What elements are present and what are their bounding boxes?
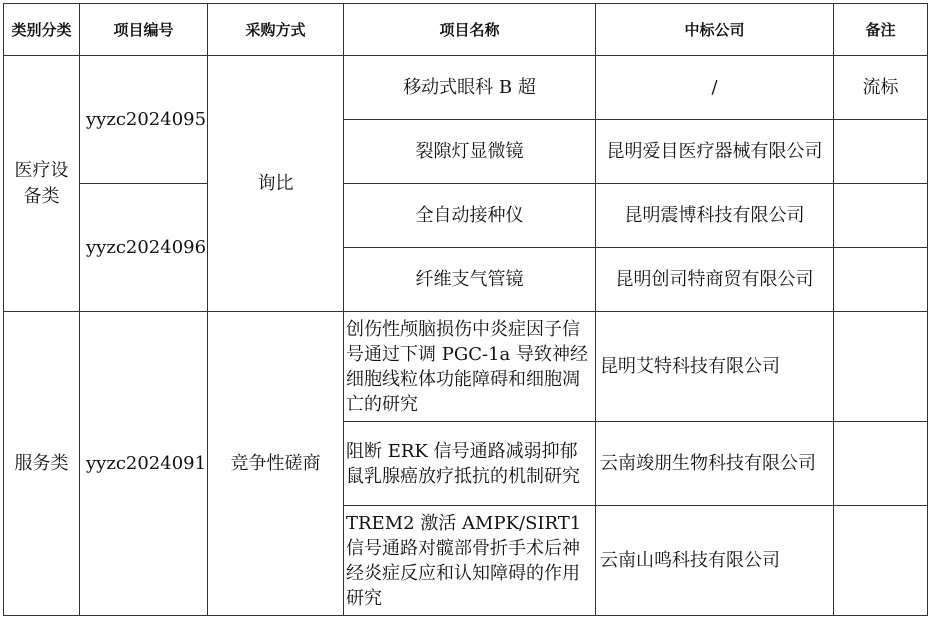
note-cell	[834, 120, 928, 184]
note-cell	[834, 422, 928, 506]
project-name-cell: 裂隙灯显微镜	[344, 120, 596, 184]
project-name-cell: TREM2 激活 AMPK/SIRT1 信号通路对髋部骨折手术后神经炎症反应和认知障碍的作用研究	[344, 506, 596, 616]
note-cell	[834, 248, 928, 312]
header-winning-company: 中标公司	[596, 4, 834, 56]
project-name-cell: 阻断 ERK 信号通路减弱抑郁鼠乳腺癌放疗抵抗的机制研究	[344, 422, 596, 506]
company-cell: 昆明创司特商贸有限公司	[596, 248, 834, 312]
company-cell: 昆明艾特科技有限公司	[596, 312, 834, 422]
table-row	[4, 56, 928, 120]
company-cell: 云南山鸣科技有限公司	[596, 506, 834, 616]
header-method: 采购方式	[208, 4, 344, 56]
company-cell: 云南竣朋生物科技有限公司	[596, 422, 834, 506]
header-project-name: 项目名称	[344, 4, 596, 56]
header-category: 类别分类	[4, 4, 80, 56]
company-cell: 昆明爱目医疗器械有限公司	[596, 120, 834, 184]
category-cell: 医疗设备类	[4, 56, 80, 312]
code-cell: yyzc2024095	[80, 56, 208, 184]
header-note: 备注	[834, 4, 928, 56]
header-code: 项目编号	[80, 4, 208, 56]
project-name-cell: 纤维支气管镜	[344, 248, 596, 312]
method-cell: 竞争性磋商	[208, 312, 344, 616]
table-row	[4, 184, 928, 248]
table-row	[4, 312, 928, 422]
company-cell: 昆明震博科技有限公司	[596, 184, 834, 248]
header-row	[4, 4, 928, 56]
code-cell: yyzc2024096	[80, 184, 208, 312]
note-cell	[834, 506, 928, 616]
note-cell	[834, 184, 928, 248]
note-cell: 流标	[834, 56, 928, 120]
project-name-cell: 全自动接种仪	[344, 184, 596, 248]
note-cell	[834, 312, 928, 422]
project-name-cell: 移动式眼科 B 超	[344, 56, 596, 120]
code-cell: yyzc2024091	[80, 312, 208, 616]
method-cell: 询比	[208, 56, 344, 312]
project-name-cell: 创伤性颅脑损伤中炎症因子信号通过下调 PGC-1a 导致神经细胞线粒体功能障碍和细胞凋亡的研究	[344, 312, 596, 422]
category-cell: 服务类	[4, 312, 80, 616]
procurement-table	[3, 3, 928, 616]
company-cell: /	[596, 56, 834, 120]
